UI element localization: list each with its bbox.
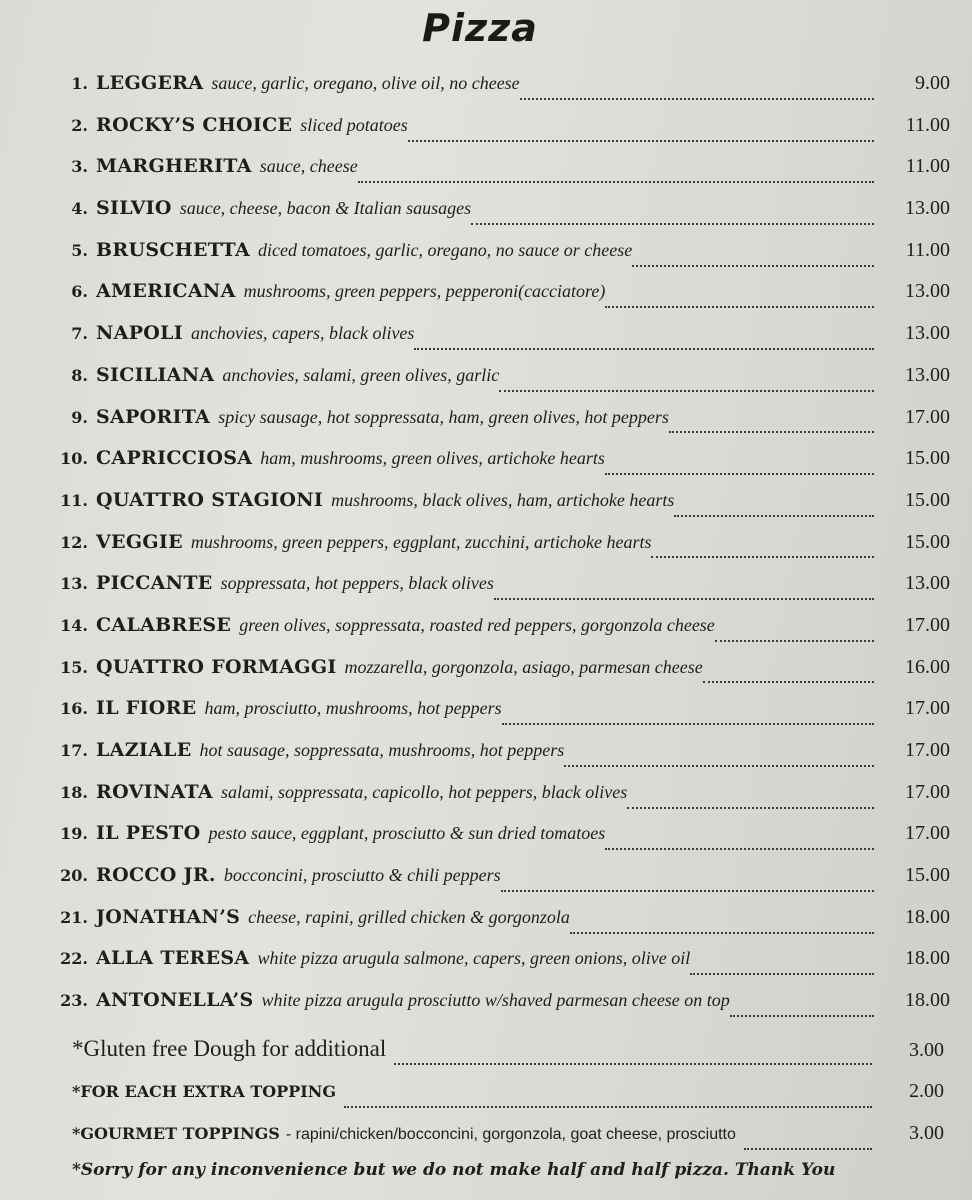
item-number: 14. — [60, 615, 88, 635]
item-description: diced tomatoes, garlic, oregano, no sauce or cheese — [258, 239, 633, 260]
item-description: anchovies, salami, green olives, garlic — [222, 364, 500, 385]
item-number: 3. — [71, 157, 88, 177]
item-price: 15.00 — [905, 447, 950, 470]
item-price: 15.00 — [905, 530, 950, 553]
dot-leader — [499, 390, 874, 392]
menu-item — [30, 197, 950, 239]
item-name: CAPRICCIOSA — [96, 447, 253, 470]
item-number: 10. — [60, 449, 88, 469]
extra-topping-price: 2.00 — [909, 1080, 944, 1102]
dot-leader — [605, 848, 874, 850]
item-description: white pizza arugula prosciutto w/shaved parmesan cheese on top — [261, 990, 730, 1011]
dot-leader — [520, 98, 874, 100]
dot-leader — [605, 473, 874, 475]
item-price: 13.00 — [905, 280, 950, 303]
dot-leader — [344, 1106, 872, 1108]
item-name: LEGGERA — [96, 72, 204, 94]
item-number: 21. — [60, 907, 88, 927]
dot-leader — [570, 932, 874, 934]
item-name: QUATTRO STAGIONI — [96, 488, 324, 511]
item-name: NAPOLI — [96, 322, 183, 345]
item-number: 7. — [71, 324, 88, 344]
extras-section — [72, 1036, 944, 1164]
dot-leader — [744, 1148, 872, 1150]
dot-leader — [674, 515, 874, 517]
menu-item — [30, 822, 950, 864]
gluten-free-price: 3.00 — [909, 1039, 944, 1061]
extra-topping-label: *FOR EACH EXTRA TOPPING — [72, 1082, 337, 1101]
item-price: 13.00 — [905, 197, 950, 220]
item-description: cheese, rapini, grilled chicken & gorgonzola — [248, 906, 570, 927]
item-number: 1. — [71, 74, 88, 93]
menu-item — [30, 280, 950, 322]
item-description: white pizza arugula salmone, capers, green onions, olive oil — [257, 948, 691, 969]
menu-item — [30, 447, 950, 489]
item-name: BRUSCHETTA — [96, 238, 250, 261]
dot-leader — [627, 807, 874, 809]
item-number: 6. — [71, 282, 88, 302]
item-number: 2. — [71, 115, 88, 135]
gourmet-toppings-label: *GOURMET TOPPINGS — [72, 1124, 280, 1143]
item-number: 22. — [60, 949, 88, 969]
menu-item — [30, 322, 950, 364]
item-price: 13.00 — [905, 322, 950, 345]
menu-item — [30, 364, 950, 406]
item-description: bocconcini, prosciutto & chili peppers — [223, 865, 501, 886]
item-number: 13. — [60, 574, 88, 594]
item-description: sliced potatoes — [300, 114, 408, 135]
item-price: 17.00 — [905, 613, 950, 636]
item-name: CALABRESE — [96, 613, 232, 636]
dot-leader — [501, 890, 874, 892]
item-number: 15. — [60, 657, 88, 677]
item-number: 8. — [71, 365, 88, 385]
item-description: sauce, cheese — [259, 156, 358, 177]
item-number: 23. — [60, 991, 88, 1011]
menu-item — [30, 947, 950, 989]
item-price: 17.00 — [905, 780, 950, 803]
menu-item — [30, 155, 950, 197]
item-price: 17.00 — [905, 739, 950, 761]
item-name: ANTONELLA’S — [96, 989, 254, 1012]
item-price: 9.00 — [915, 72, 950, 94]
item-description: mushrooms, green peppers, eggplant, zucchini, artichoke hearts — [190, 531, 652, 552]
item-number: 19. — [60, 824, 88, 844]
dot-leader — [394, 1063, 872, 1065]
item-name: QUATTRO FORMAGGI — [96, 655, 337, 678]
item-name: IL PESTO — [96, 822, 201, 845]
menu-item — [30, 906, 950, 948]
gluten-free-row — [72, 1036, 944, 1080]
dot-leader — [715, 640, 874, 642]
item-price: 13.00 — [905, 572, 950, 595]
item-price: 13.00 — [905, 363, 950, 386]
dot-leader — [690, 973, 874, 975]
item-description: ham, prosciutto, mushrooms, hot peppers — [204, 698, 502, 719]
item-number: 9. — [71, 407, 88, 427]
item-name: SICILIANA — [96, 363, 215, 386]
item-number: 5. — [71, 240, 88, 260]
item-number: 20. — [60, 866, 88, 886]
item-number: 12. — [60, 532, 88, 552]
item-price: 17.00 — [905, 822, 950, 845]
menu-item — [30, 531, 950, 573]
item-price: 11.00 — [905, 155, 950, 178]
dot-leader — [605, 306, 874, 308]
menu-item — [30, 656, 950, 698]
menu-item — [30, 114, 950, 156]
item-description: sauce, cheese, bacon & Italian sausages — [179, 198, 472, 219]
gluten-free-label: *Gluten free Dough for additional — [72, 1036, 387, 1061]
item-description: ham, mushrooms, green olives, artichoke hearts — [260, 448, 605, 469]
dot-leader — [414, 348, 874, 350]
menu-item — [30, 572, 950, 614]
item-name: ROCKY’S CHOICE — [96, 113, 293, 136]
menu-item — [30, 72, 950, 114]
item-name: VEGGIE — [96, 530, 183, 553]
item-name: ROVINATA — [96, 780, 213, 803]
dot-leader — [358, 181, 874, 183]
item-description: salami, soppressata, capicollo, hot peppers, black olives — [220, 781, 628, 802]
dot-leader — [564, 765, 874, 767]
item-number: 16. — [60, 699, 88, 719]
item-price: 16.00 — [905, 655, 950, 678]
item-description: pesto sauce, eggplant, prosciutto & sun dried tomatoes — [208, 823, 606, 844]
item-name: JONATHAN’S — [96, 905, 241, 928]
item-description: hot sausage, soppressata, mushrooms, hot peppers — [199, 740, 565, 760]
menu-item — [30, 781, 950, 823]
menu-item — [30, 739, 950, 781]
item-name: ROCCO JR. — [96, 864, 216, 887]
item-price: 11.00 — [905, 113, 950, 136]
item-name: ALLA TERESA — [96, 947, 250, 970]
dot-leader — [651, 556, 874, 558]
item-description: spicy sausage, hot soppressata, ham, green olives, hot peppers — [218, 406, 669, 427]
dot-leader — [632, 265, 874, 267]
item-name: SAPORITA — [96, 405, 211, 428]
item-number: 18. — [60, 782, 88, 802]
menu-item — [30, 406, 950, 448]
item-name: LAZIALE — [96, 739, 192, 761]
gourmet-toppings-desc: - rapini/chicken/bocconcini, gorgonzola, goat cheese, prosciutto — [285, 1126, 736, 1143]
item-price: 17.00 — [905, 697, 950, 720]
menu-item — [30, 864, 950, 906]
item-name: PICCANTE — [96, 572, 213, 595]
pizza-list — [30, 72, 950, 1031]
menu-item — [30, 697, 950, 739]
item-price: 15.00 — [905, 864, 950, 887]
item-description: sauce, garlic, oregano, olive oil, no cheese — [211, 73, 520, 93]
dot-leader — [471, 223, 874, 225]
menu-item — [30, 989, 950, 1031]
item-price: 15.00 — [905, 488, 950, 511]
item-number: 17. — [60, 741, 88, 760]
item-name: MARGHERITA — [96, 155, 252, 178]
dot-leader — [494, 598, 874, 600]
gourmet-toppings-price: 3.00 — [909, 1122, 944, 1144]
menu-item — [30, 614, 950, 656]
extra-topping-row — [72, 1080, 944, 1122]
gourmet-toppings-row — [72, 1122, 944, 1164]
item-description: mushrooms, green peppers, pepperoni(cacciatore) — [243, 281, 606, 302]
page-title: Pizza — [422, 6, 538, 50]
half-and-half-notice: *Sorry for any inconvenience but we do not make half and half pizza. Thank You — [72, 1160, 836, 1180]
item-number: 11. — [60, 490, 88, 510]
item-description: mushrooms, black olives, ham, artichoke hearts — [331, 489, 675, 510]
menu-item — [30, 239, 950, 281]
item-description: soppressata, hot peppers, black olives — [220, 573, 494, 594]
item-description: anchovies, capers, black olives — [191, 323, 415, 344]
dot-leader — [730, 1015, 874, 1017]
item-name: SILVIO — [96, 197, 172, 220]
dot-leader — [669, 431, 874, 433]
item-name: AMERICANA — [96, 280, 236, 303]
dot-leader — [502, 723, 874, 725]
dot-leader — [703, 681, 874, 683]
dot-leader — [408, 140, 874, 142]
item-price: 17.00 — [905, 405, 950, 428]
item-price: 18.00 — [905, 947, 950, 970]
item-description: green olives, soppressata, roasted red peppers, gorgonzola cheese — [239, 614, 715, 635]
menu-item — [30, 489, 950, 531]
item-number: 4. — [71, 199, 88, 219]
item-price: 18.00 — [905, 989, 950, 1012]
item-name: IL FIORE — [96, 697, 197, 720]
item-price: 18.00 — [905, 905, 950, 928]
item-description: mozzarella, gorgonzola, asiago, parmesan cheese — [344, 656, 703, 677]
item-price: 11.00 — [905, 238, 950, 261]
